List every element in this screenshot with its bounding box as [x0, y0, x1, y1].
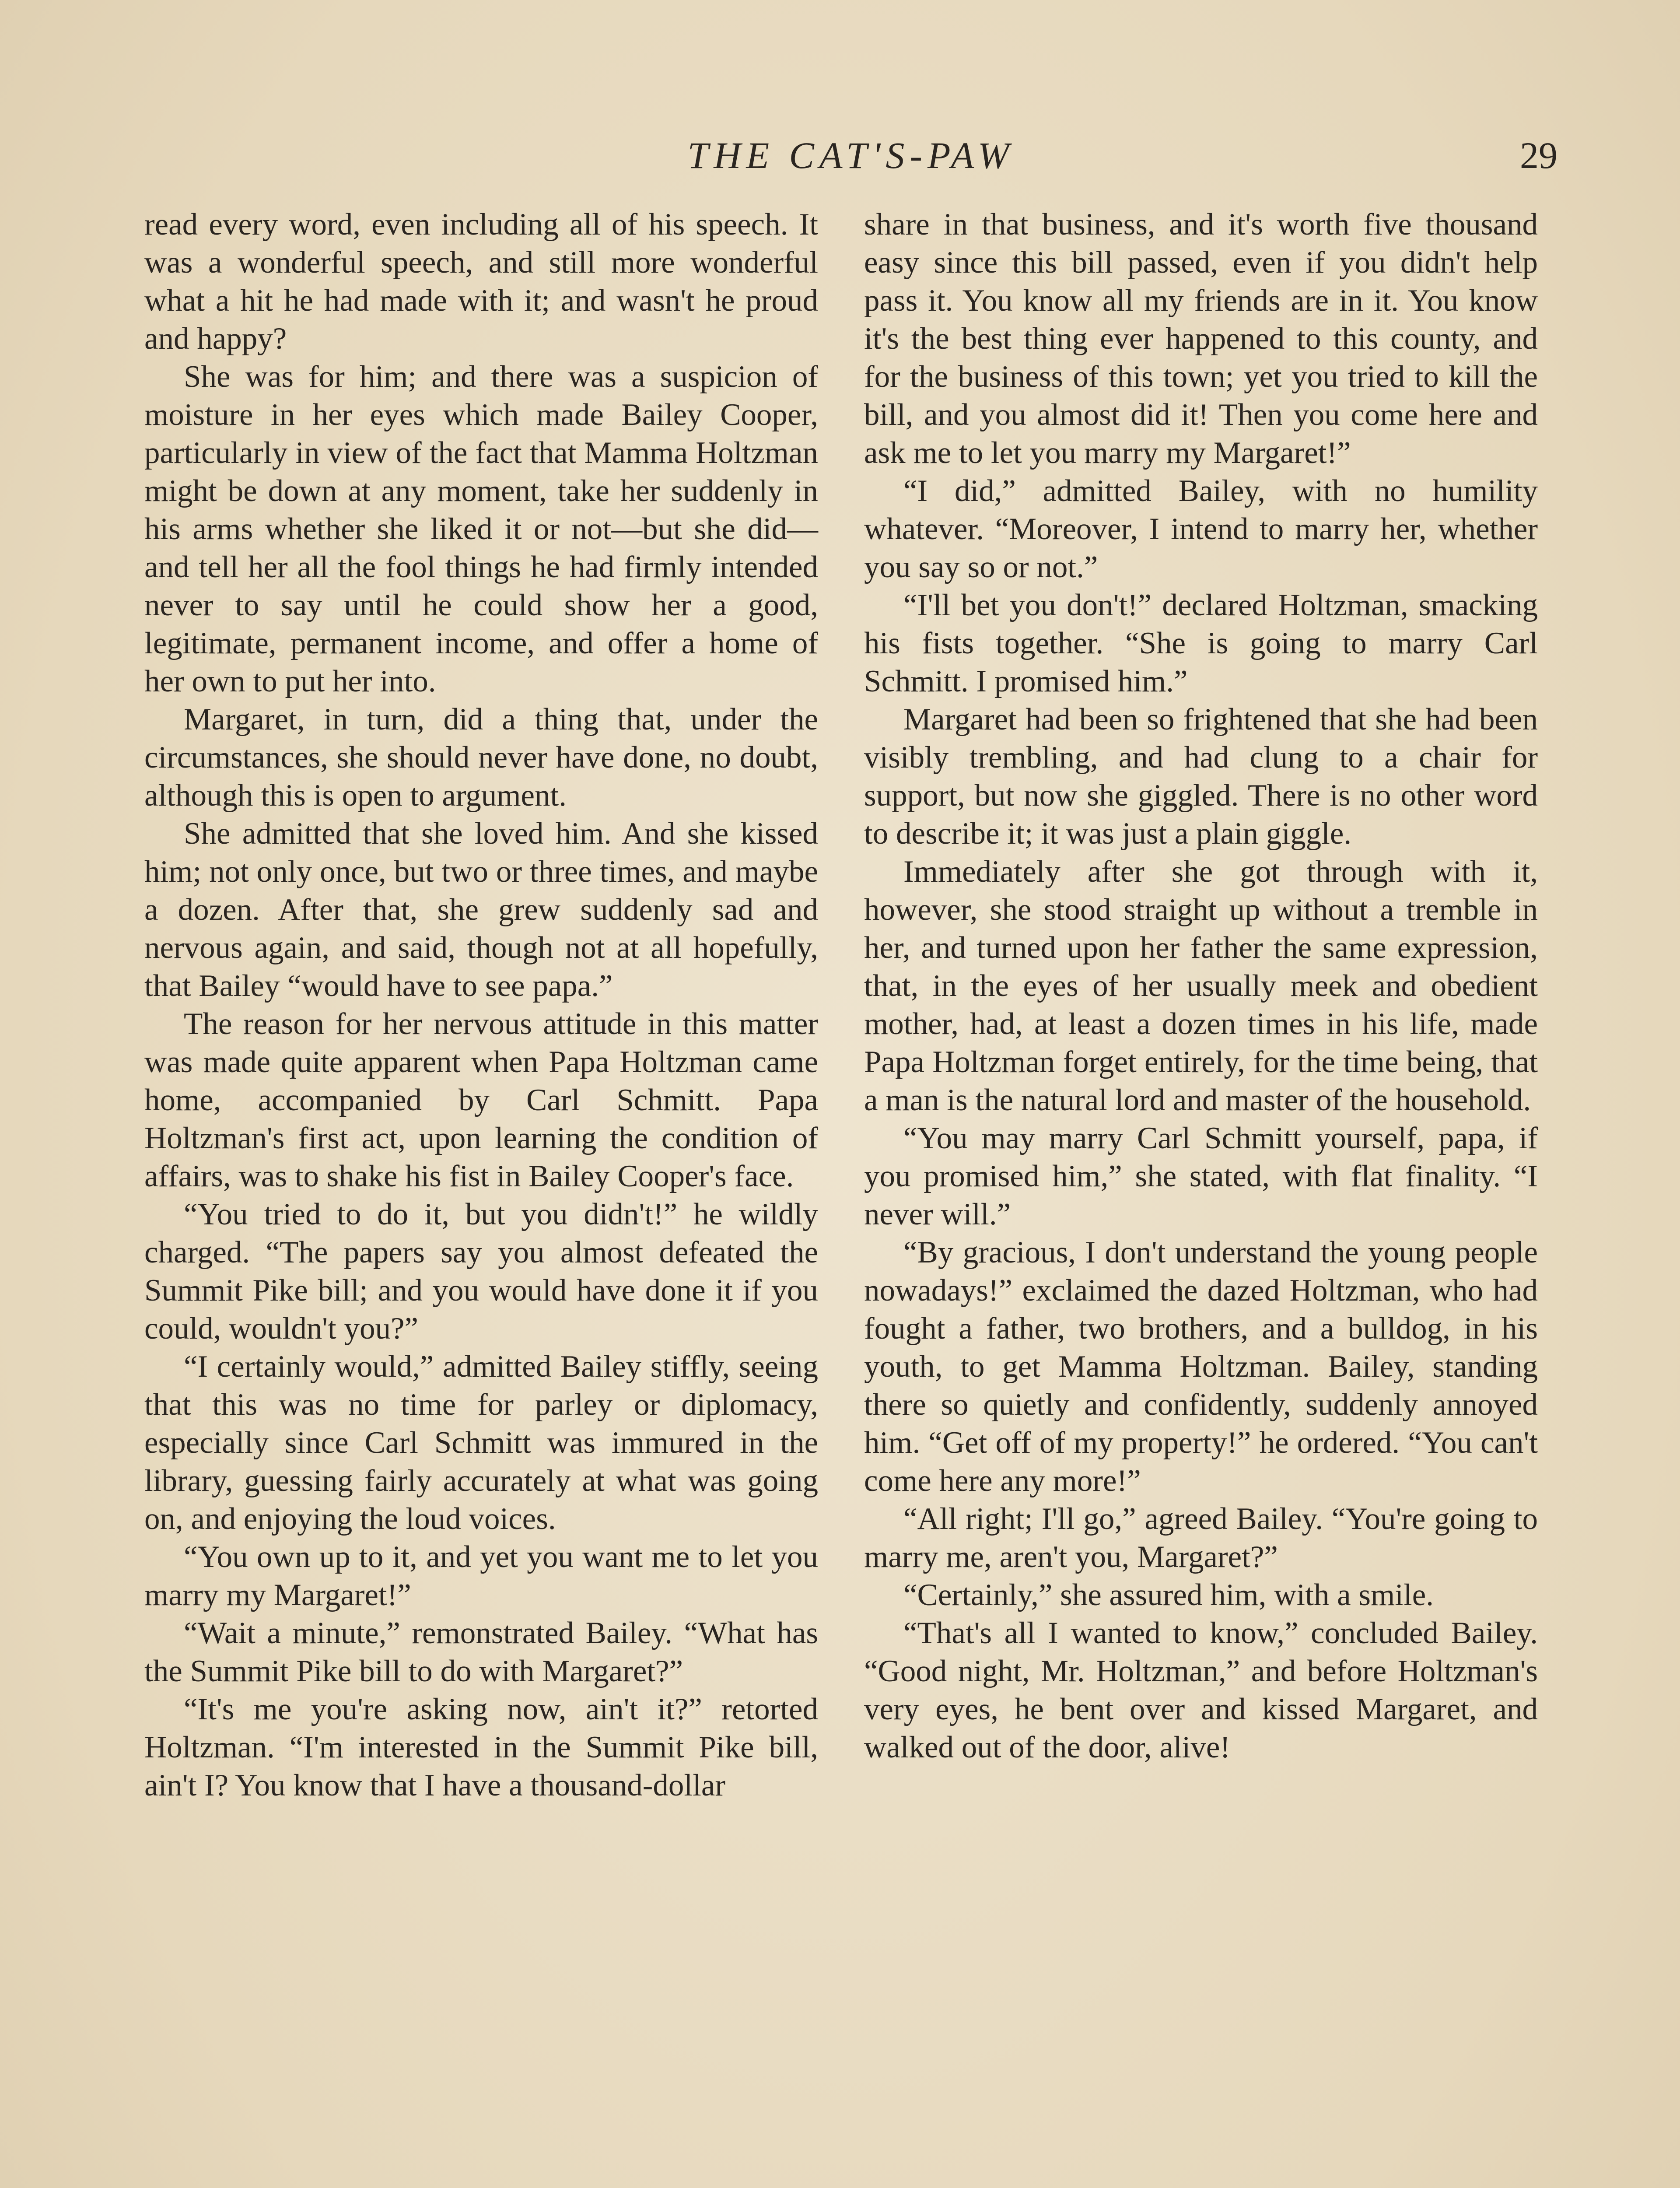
paragraph: “You may marry Carl Schmitt yourself, papa, if you promised him,” she stated, with flat finality. “I never will.”	[864, 1121, 1538, 1231]
paragraph: She admitted that she loved him. And she kissed him; not only once, but two or three times, and maybe a dozen. After that, she grew suddenly sad and nervous again, and said, though not at all hopefully, that Bailey “would have to see papa.”	[144, 817, 818, 1003]
paragraph: “You tried to do it, but you didn't!” he wildly charged. “The papers say you almost defeated the Summit Pike bill; and you would have done it if you could, wouldn't you?”	[144, 1197, 818, 1346]
left-column	[144, 206, 818, 1805]
paragraph: “That's all I wanted to know,” concluded Bailey. “Good night, Mr. Holtzman,” and before Holtzman's very eyes, he bent over and kissed Margaret, and walked out of the door, alive!	[864, 1616, 1538, 1764]
paragraph: read every word, even including all of his speech. It was a wonderful speech, and still more wonderful what a hit he had made with it; and wasn't he proud and happy?	[144, 207, 818, 356]
paragraph: share in that business, and it's worth five thousand easy since this bill passed, even if you didn't help pass it. You know all my friends are in it. You know it's the best thing ever happened to this county, and for the business of this town; yet you tried to kill the bill, and you almost did it! Then you come here and ask me to let you marry my Margaret!”	[864, 207, 1538, 470]
page-number: 29	[1520, 134, 1558, 176]
paragraph: “I certainly would,” admitted Bailey stiffly, seeing that this was no time for parley or diplomacy, especially since Carl Schmitt was immured in the library, guessing fairly accurately at what was going on, and enjoying the loud voices.	[144, 1350, 818, 1536]
paragraph: “All right; I'll go,” agreed Bailey. “You're going to marry me, aren't you, Margaret?”	[864, 1502, 1538, 1574]
paragraph: “You own up to it, and yet you want me to let you marry my Margaret!”	[144, 1540, 818, 1612]
paragraph: Margaret had been so frightened that she had been visibly trembling, and had clung to a chair for support, but now she giggled. There is no other word to describe it; it was just a plain giggle.	[864, 702, 1538, 851]
running-title: THE CAT'S-PAW	[687, 134, 1015, 176]
paragraph: “I'll bet you don't!” declared Holtzman, smacking his fists together. “She is going to marry Carl Schmitt. I promised him.”	[864, 588, 1538, 698]
paragraph: The reason for her nervous attitude in this matter was made quite apparent when Papa Holtzman came home, accompanied by Carl Schmitt. Papa Holtzman's first act, upon learning the condition of affairs, was to shake his fist in Bailey Cooper's face.	[144, 1007, 818, 1193]
paragraph: She was for him; and there was a suspicion of moisture in her eyes which made Bailey Cooper, particularly in view of the fact that Mamma Holtzman might be down at any moment, take her suddenly in his arms whether she liked it or not—but she did—and tell her all the fool things he had firmly intended never to say until he could show her a good, legitimate, permanent income, and offer a home of her own to put her into.	[144, 360, 818, 698]
paragraph: Immediately after she got through with it, however, she stood straight up without a tremble in her, and turned upon her father the same expression, that, in the eyes of her usually meek and obedient mother, had, at least a dozen times in his life, made Papa Holtzman forget entirely, for the time being, that a man is the natural lord and master of the household.	[864, 855, 1538, 1117]
paragraph: “I did,” admitted Bailey, with no humility whatever. “Moreover, I intend to marry her, whether you say so or not.”	[864, 474, 1538, 584]
paragraph: “Certainly,” she assured him, with a smile.	[903, 1578, 1434, 1612]
paragraph: “By gracious, I don't understand the young people nowadays!” exclaimed the dazed Holtzman, who had fought a father, two brothers, and a bulldog, in his youth, to get Mamma Holtzman. Bailey, standing there so quietly and confidently, suddenly annoyed him. “Get off of my property!” he ordered. “You can't come here any more!”	[864, 1235, 1538, 1498]
right-column	[864, 206, 1538, 1767]
paragraph: “It's me you're asking now, ain't it?” retorted Holtzman. “I'm interested in the Summit Pike bill, ain't I? You know that I have a thousand-dollar	[144, 1692, 818, 1802]
paragraph: Margaret, in turn, did a thing that, under the circumstances, she should never have done, no doubt, although this is open to argument.	[144, 702, 818, 813]
paragraph: “Wait a minute,” remonstrated Bailey. “What has the Summit Pike bill to do with Margaret?”	[144, 1616, 818, 1688]
page-header	[144, 131, 1558, 188]
